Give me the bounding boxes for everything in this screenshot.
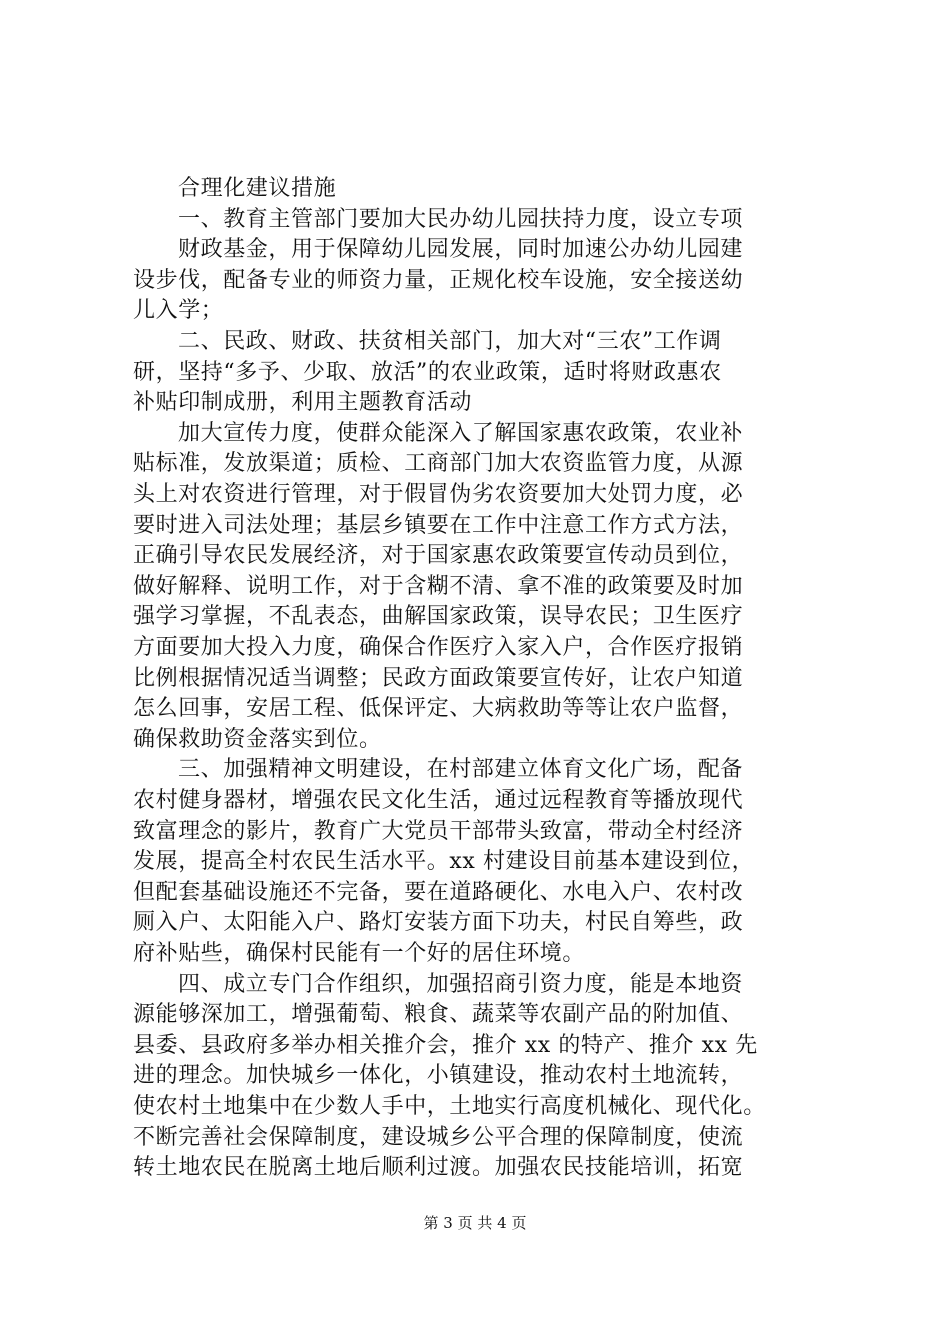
- paragraph-line: 转土地农民在脱离土地后顺利过渡。加强农民技能培训，拓宽: [133, 1155, 744, 1181]
- section-heading: 合理化建议措施: [178, 176, 337, 201]
- paragraph-line: 要时进入司法处理；基层乡镇要在工作中注意工作方式方法，: [133, 512, 744, 538]
- paragraph-line: 三、加强精神文明建设，在村部建立体育文化广场，配备: [178, 757, 744, 783]
- paragraph-line: 怎么回事，安居工程、低保评定、大病救助等等让农户监督，: [133, 696, 744, 722]
- paragraph-line: 加大宣传力度，使群众能深入了解国家惠农政策，农业补: [178, 420, 744, 446]
- paragraph-line: 财政基金，用于保障幼儿园发展，同时加速公办幼儿园建: [178, 237, 744, 263]
- paragraph-line: 府补贴些，确保村民能有一个好的居住环境。: [133, 941, 586, 966]
- paragraph-line: 源能够深加工，增强葡萄、粮食、蔬菜等农副产品的附加值、: [133, 1002, 744, 1028]
- paragraph-line: 但配套基础设施还不完备，要在道路硬化、水电入户、农村改: [133, 879, 744, 905]
- paragraph-line: 厕入户、太阳能入户、路灯安装方面下功夫，村民自筹些，政: [133, 910, 744, 936]
- paragraph-line: 贴标准，发放渠道；质检、工商部门加大农资监管力度，从源: [133, 451, 744, 477]
- paragraph-line: 四、成立专门合作组织，加强招商引资力度，能是本地资: [178, 971, 744, 997]
- paragraph-line: 强学习掌握，不乱表态，曲解国家政策，误导农民；卫生医疗: [133, 604, 744, 630]
- paragraph-line: 县委、县政府多举办相关推介会，推介 xx 的特产、推介 xx 先: [133, 1032, 758, 1058]
- paragraph-line: 使农村土地集中在少数人手中，土地实行高度机械化、现代化。: [133, 1094, 766, 1119]
- paragraph-line: 二、民政、财政、扶贫相关部门，加大对“三农”工作调: [178, 329, 722, 354]
- paragraph-line: 儿入学；: [133, 298, 224, 324]
- paragraph-line: 研，坚持“多予、少取、放活”的农业政策，适时将财政惠农: [133, 359, 722, 385]
- paragraph-line: 一、教育主管部门要加大民办幼儿园扶持力度，设立专项: [178, 206, 744, 232]
- paragraph-line: 方面要加大投入力度，确保合作医疗入家入户，合作医疗报销: [133, 635, 744, 660]
- paragraph-line: 头上对农资进行管理，对于假冒伪劣农资要加大处罚力度，必: [133, 482, 744, 507]
- paragraph-line: 农村健身器材，增强农民文化生活，通过远程教育等播放现代: [133, 788, 744, 813]
- paragraph-line: 致富理念的影片，教育广大党员干部带头致富，带动全村经济: [133, 818, 744, 844]
- paragraph-line: 比例根据情况适当调整；民政方面政策要宣传好，让农户知道: [133, 665, 744, 691]
- page-number-footer: 第 3 页 共 4 页: [423, 1214, 527, 1232]
- paragraph-line: 进的理念。加快城乡一体化，小镇建设，推动农村土地流转，: [133, 1063, 744, 1089]
- paragraph-line: 发展，提高全村农民生活水平。xx 村建设目前基本建设到位，: [133, 849, 755, 875]
- paragraph-line: 确保救助资金落实到位。: [133, 726, 382, 752]
- paragraph-line: 做好解释、说明工作，对于含糊不清、拿不准的政策要及时加: [133, 573, 744, 599]
- paragraph-line: 补贴印制成册，利用主题教育活动: [133, 390, 473, 416]
- paragraph-line: 不断完善社会保障制度，建设城乡公平合理的保障制度，使流: [133, 1124, 744, 1150]
- paragraph-line: 正确引导农民发展经济，对于国家惠农政策要宣传动员到位，: [133, 543, 744, 569]
- paragraph-line: 设步伐，配备专业的师资力量，正规化校车设施，安全接送幼: [133, 267, 744, 293]
